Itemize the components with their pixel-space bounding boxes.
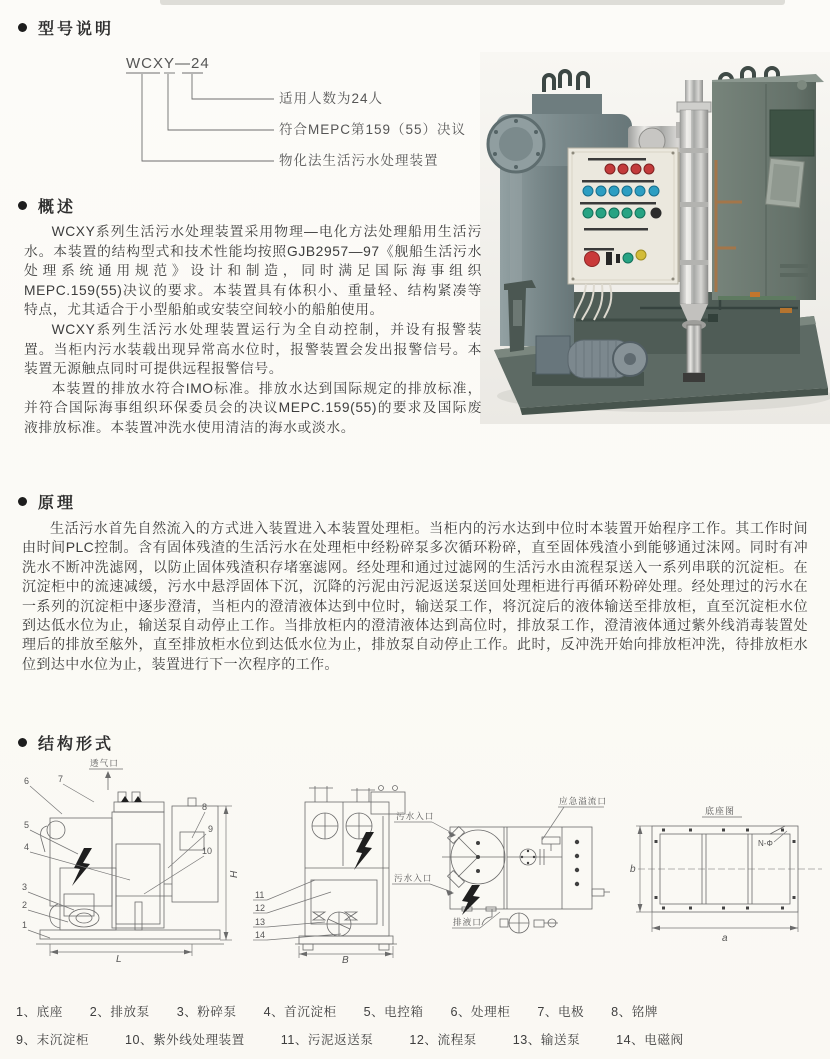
callout-1: 1 <box>22 920 28 930</box>
side-view-outline <box>295 786 405 951</box>
legend-item: 3、粉碎泵 <box>176 1005 237 1019</box>
section-bullet-icon <box>18 201 27 210</box>
model-code: WCXY—24 <box>126 55 210 72</box>
photo-motor-pump <box>532 336 647 386</box>
callout-9: 9 <box>208 824 214 834</box>
model-callout-mepc: 符合MEPC第159（55）决议 <box>279 122 467 137</box>
legend-row-1 <box>16 1001 684 1020</box>
callout-8: 8 <box>202 802 208 812</box>
legend-item: 1、底座 <box>16 1005 63 1019</box>
legend-item: 10、紫外线处理装置 <box>124 1033 245 1047</box>
section-heading-principle <box>18 490 76 513</box>
drawing-front-view <box>22 756 244 964</box>
photo-control-panel <box>568 148 682 284</box>
callout-14: 14 <box>255 930 266 940</box>
dim-B: B <box>342 955 349 966</box>
top-view-dots <box>476 840 579 886</box>
electrical-hazard-icon <box>354 832 374 870</box>
callout-11: 11 <box>255 890 265 900</box>
callout-5: 5 <box>24 820 30 830</box>
overview-paragraph-1: WCXY系列生活污水处理装置采用物理—电化方法处理船用生活污水。本装置的结构型式和技术性能均按照GJB2957—97《舰船生活污水处理系统通用规范》设计和制造，同时满足国际海事组织MEPC.159(55)决议的要求。本装置具有体积小、重量轻、结构紧凑等特点，尤其适合于小型船舶或安装空间较小的船舶使用。 <box>24 224 482 318</box>
emergency-overflow-label: 应急溢流口 <box>559 796 607 806</box>
section-bullet-icon <box>18 497 27 506</box>
callout-10: 10 <box>202 846 213 856</box>
base-plan-title: 底座图 <box>705 806 736 816</box>
legend-item: 8、铭牌 <box>611 1005 658 1019</box>
callout-2: 2 <box>22 900 28 910</box>
principle-text <box>22 519 808 674</box>
section-heading-overview <box>18 194 76 217</box>
vent-port-label: 透气口 <box>90 758 119 768</box>
callout-13: 13 <box>255 917 266 927</box>
model-code-diagram <box>108 52 488 177</box>
drain-port-label: 排液口 <box>453 917 482 927</box>
legend-item: 14、电磁阀 <box>616 1033 684 1047</box>
dim-b: b <box>630 864 636 875</box>
section-bullet-icon <box>18 23 27 32</box>
legend-item: 4、首沉淀柜 <box>263 1005 337 1019</box>
section-heading-model <box>18 16 114 39</box>
electrical-hazard-icon <box>462 885 480 915</box>
legend-item: 7、电极 <box>537 1005 585 1019</box>
legend-item: 13、输送泵 <box>512 1033 581 1047</box>
section-title: 结构形式 <box>38 736 115 753</box>
legend-item: 11、污泥返送泵 <box>280 1033 374 1047</box>
callout-12: 12 <box>255 903 266 913</box>
callout-7: 7 <box>58 774 64 784</box>
dim-H: H <box>229 870 240 878</box>
front-view-outline <box>36 769 224 944</box>
top-view-leaders <box>392 807 604 928</box>
section-title: 概述 <box>38 199 77 216</box>
principle-paragraph: 生活污水首先自然流入的方式进入装置进入本装置处理柜。当柜内的污水达到中位时本装置开始程序工作。其工作时间由时间PLC控制。含有固体残渣的生活污水在处理柜中经粉碎泵多次循环粉碎，直至固体残渣小到能够通过沫网。同时有冲洗水不断冲洗滤网，以防止固体残渣积存堵塞滤网。经处理和通过过滤网的生活污水由流程泵送入一系列串联的沉淀柜。在沉淀柜中的流速减缓，污水中悬浮固体下沉，沉降的污泥由污泥返送泵送回处理柜进行再循环粉碎处理。经处理过的污水在一系列的沉淀柜中逐步澄清，当柜内的澄清液体达到中位时，输送泵工作，将沉淀后的液体输送至排放柜，直至沉淀柜水位到达低水位为止，输送泵自动停止工作。当排放柜内的澄清液体达到高位时，排放泵工作，澄清液体通过紫外线消毒装置处理后的排放至舷外，直至排放柜水位到达低水位为止，排放泵自动停止工作。此时，反冲洗开始向排放柜冲洗，待排放柜水位到达中水位为止，装置进行下一次程序的工作。 <box>22 520 808 672</box>
sewage-inlet-label-upper: 污水入口 <box>396 811 435 821</box>
drawing-base-plan <box>630 800 830 952</box>
legend-row-2 <box>16 1029 684 1048</box>
page-top-band <box>160 0 785 5</box>
parts-legend <box>16 1001 684 1048</box>
callout-6: 6 <box>24 776 30 786</box>
section-title: 原理 <box>38 495 77 512</box>
product-photo <box>480 52 830 424</box>
overview-paragraph-3: 本装置的排放水符合IMO标准。排放水达到国际规定的排放标准，并符合国际海事组织环保委员会的决议MEPC.159(55)的要求及国际废液排放标准。本装置冲洗水使用清洁的海水或淡水。 <box>24 380 482 435</box>
dim-L: L <box>116 954 122 965</box>
callout-4: 4 <box>24 842 30 852</box>
overview-text <box>24 222 482 438</box>
section-heading-structure <box>18 731 114 754</box>
electrical-hazard-icon <box>72 796 142 886</box>
legend-item: 2、排放泵 <box>89 1005 150 1019</box>
dim-a: a <box>722 933 728 944</box>
legend-item: 5、电控箱 <box>363 1005 424 1019</box>
model-callout-capacity: 适用人数为24人 <box>279 91 384 106</box>
legend-item: 6、处理柜 <box>450 1005 511 1019</box>
drawing-top-view <box>392 793 640 945</box>
section-bullet-icon <box>18 738 27 747</box>
legend-item: 12、流程泵 <box>409 1033 477 1047</box>
model-callout-type: 物化法生活污水处理装置 <box>279 153 439 168</box>
legend-item: 9、末沉淀柜 <box>16 1033 89 1047</box>
sewage-inlet-label-lower: 污水入口 <box>394 873 433 883</box>
overview-paragraph-2: WCXY系列生活污水处理装置运行为全自动控制，并设有报警装置。当柜内污水装载出现异常高水位时，报警装置会发出报警信号。本装置无源触点同时可提供远程报警信号。 <box>24 321 482 377</box>
callout-3: 3 <box>22 882 28 892</box>
photo-right-cabinet <box>712 68 824 300</box>
bolt-holes-label: N-Φ <box>758 839 773 848</box>
section-title: 型号说明 <box>38 21 115 38</box>
